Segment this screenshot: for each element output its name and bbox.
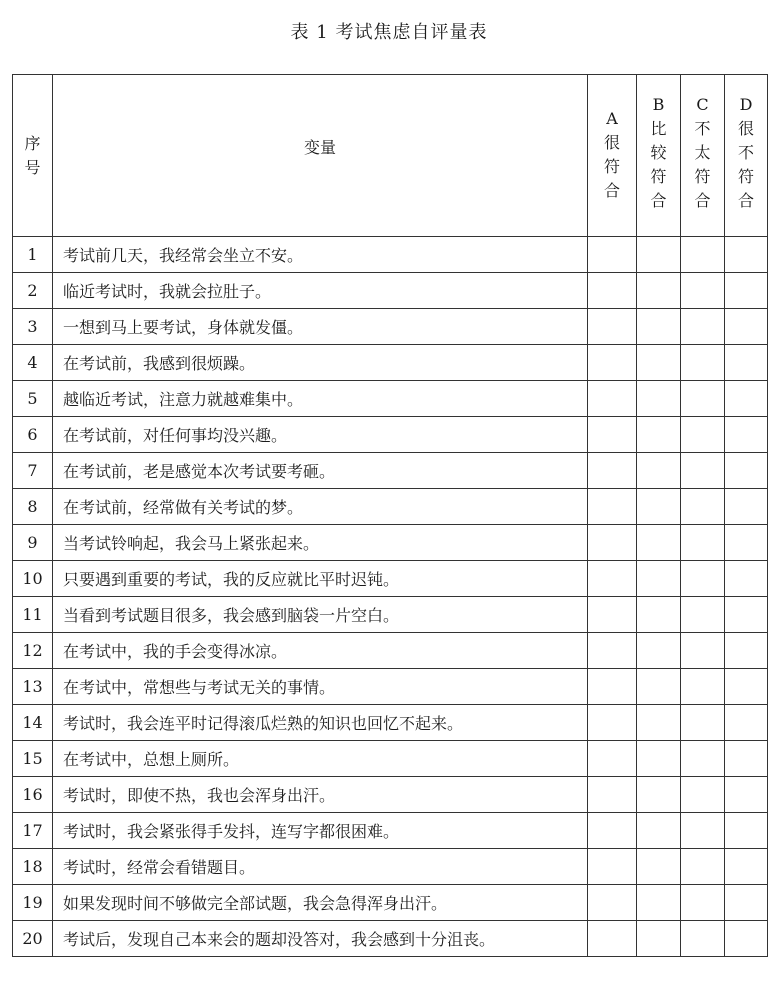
- answer-cell-c[interactable]: [681, 561, 725, 597]
- answer-cell-c[interactable]: [681, 489, 725, 525]
- answer-cell-a[interactable]: [588, 885, 637, 921]
- table-row: [13, 705, 768, 741]
- table-row: [13, 777, 768, 813]
- answer-cell-b[interactable]: [637, 849, 681, 885]
- row-statement: 考试时，即使不热，我也会浑身出汗。: [53, 777, 588, 813]
- answer-cell-a[interactable]: [588, 597, 637, 633]
- row-number: 5: [13, 381, 53, 417]
- answer-cell-a[interactable]: [588, 741, 637, 777]
- answer-cell-d[interactable]: [725, 741, 768, 777]
- answer-cell-a[interactable]: [588, 633, 637, 669]
- row-number: 4: [13, 345, 53, 381]
- row-statement: 在考试前，经常做有关考试的梦。: [53, 489, 588, 525]
- answer-cell-b[interactable]: [637, 273, 681, 309]
- row-number: 17: [13, 813, 53, 849]
- header-row: [13, 75, 768, 237]
- answer-cell-d[interactable]: [725, 921, 768, 957]
- answer-cell-b[interactable]: [637, 813, 681, 849]
- answer-cell-d[interactable]: [725, 525, 768, 561]
- anxiety-scale-table: [12, 74, 768, 957]
- row-statement: 当看到考试题目很多，我会感到脑袋一片空白。: [53, 597, 588, 633]
- table-row: [13, 633, 768, 669]
- header-option-c: C不太符合: [681, 75, 725, 237]
- answer-cell-c[interactable]: [681, 777, 725, 813]
- answer-cell-c[interactable]: [681, 309, 725, 345]
- table-row: [13, 741, 768, 777]
- row-statement: 临近考试时，我就会拉肚子。: [53, 273, 588, 309]
- table-row: [13, 561, 768, 597]
- answer-cell-d[interactable]: [725, 633, 768, 669]
- answer-cell-b[interactable]: [637, 525, 681, 561]
- row-statement: 如果发现时间不够做完全部试题，我会急得浑身出汗。: [53, 885, 588, 921]
- table-title: 表 1 考试焦虑自评量表: [290, 22, 488, 43]
- table-row: [13, 453, 768, 489]
- row-statement: 在考试中，常想些与考试无关的事情。: [53, 669, 588, 705]
- answer-cell-b[interactable]: [637, 777, 681, 813]
- answer-cell-a[interactable]: [588, 489, 637, 525]
- answer-cell-b[interactable]: [637, 741, 681, 777]
- answer-cell-a[interactable]: [588, 273, 637, 309]
- answer-cell-d[interactable]: [725, 345, 768, 381]
- row-number: 12: [13, 633, 53, 669]
- table-row: [13, 849, 768, 885]
- answer-cell-b[interactable]: [637, 669, 681, 705]
- table-row: [13, 669, 768, 705]
- header-option-a: A很符合: [588, 75, 637, 237]
- answer-cell-c[interactable]: [681, 273, 725, 309]
- answer-cell-d[interactable]: [725, 417, 768, 453]
- answer-cell-a[interactable]: [588, 705, 637, 741]
- answer-cell-a[interactable]: [588, 525, 637, 561]
- header-option-d: D很不符合: [725, 75, 768, 237]
- answer-cell-a[interactable]: [588, 561, 637, 597]
- answer-cell-d[interactable]: [725, 273, 768, 309]
- table-row: [13, 381, 768, 417]
- answer-cell-c[interactable]: [681, 849, 725, 885]
- answer-cell-d[interactable]: [725, 381, 768, 417]
- answer-cell-c[interactable]: [681, 597, 725, 633]
- answer-cell-c[interactable]: [681, 813, 725, 849]
- answer-cell-c[interactable]: [681, 525, 725, 561]
- row-number: 14: [13, 705, 53, 741]
- answer-cell-d[interactable]: [725, 453, 768, 489]
- answer-cell-b[interactable]: [637, 597, 681, 633]
- answer-cell-c[interactable]: [681, 345, 725, 381]
- answer-cell-d[interactable]: [725, 561, 768, 597]
- answer-cell-b[interactable]: [637, 489, 681, 525]
- answer-cell-c[interactable]: [681, 669, 725, 705]
- table-row: [13, 921, 768, 957]
- answer-cell-a[interactable]: [588, 849, 637, 885]
- row-number: 8: [13, 489, 53, 525]
- answer-cell-b[interactable]: [637, 237, 681, 273]
- answer-cell-d[interactable]: [725, 705, 768, 741]
- answer-cell-b[interactable]: [637, 309, 681, 345]
- row-statement: 考试前几天，我经常会坐立不安。: [53, 237, 588, 273]
- answer-cell-d[interactable]: [725, 813, 768, 849]
- answer-cell-a[interactable]: [588, 309, 637, 345]
- row-statement: 当考试铃响起，我会马上紧张起来。: [53, 525, 588, 561]
- row-statement: 在考试前，我感到很烦躁。: [53, 345, 588, 381]
- row-statement: 一想到马上要考试，身体就发僵。: [53, 309, 588, 345]
- row-number: 9: [13, 525, 53, 561]
- row-number: 15: [13, 741, 53, 777]
- answer-cell-d[interactable]: [725, 885, 768, 921]
- answer-cell-d[interactable]: [725, 597, 768, 633]
- header-option-b: B比较符合: [637, 75, 681, 237]
- answer-cell-a[interactable]: [588, 417, 637, 453]
- row-number: 1: [13, 237, 53, 273]
- answer-cell-a[interactable]: [588, 237, 637, 273]
- answer-cell-d[interactable]: [725, 777, 768, 813]
- table-row: [13, 525, 768, 561]
- table-body: [13, 237, 768, 957]
- answer-cell-a[interactable]: [588, 813, 637, 849]
- answer-cell-c[interactable]: [681, 453, 725, 489]
- row-statement: 在考试前，老是感觉本次考试要考砸。: [53, 453, 588, 489]
- answer-cell-a[interactable]: [588, 345, 637, 381]
- answer-cell-c[interactable]: [681, 885, 725, 921]
- row-number: 19: [13, 885, 53, 921]
- header-item: 变量: [53, 75, 588, 237]
- table-row: [13, 489, 768, 525]
- answer-cell-c[interactable]: [681, 417, 725, 453]
- answer-cell-b[interactable]: [637, 345, 681, 381]
- answer-cell-d[interactable]: [725, 309, 768, 345]
- answer-cell-c[interactable]: [681, 633, 725, 669]
- answer-cell-a[interactable]: [588, 921, 637, 957]
- answer-cell-d[interactable]: [725, 237, 768, 273]
- row-number: 3: [13, 309, 53, 345]
- answer-cell-d[interactable]: [725, 849, 768, 885]
- answer-cell-c[interactable]: [681, 705, 725, 741]
- row-statement: 在考试前，对任何事均没兴趣。: [53, 417, 588, 453]
- row-statement: 考试时，我会连平时记得滚瓜烂熟的知识也回忆不起来。: [53, 705, 588, 741]
- table-row: [13, 345, 768, 381]
- answer-cell-b[interactable]: [637, 705, 681, 741]
- row-statement: 只要遇到重要的考试，我的反应就比平时迟钝。: [53, 561, 588, 597]
- row-number: 11: [13, 597, 53, 633]
- answer-cell-a[interactable]: [588, 669, 637, 705]
- answer-cell-b[interactable]: [637, 561, 681, 597]
- table-row: [13, 309, 768, 345]
- answer-cell-a[interactable]: [588, 381, 637, 417]
- row-number: 20: [13, 921, 53, 957]
- row-number: 18: [13, 849, 53, 885]
- answer-cell-c[interactable]: [681, 741, 725, 777]
- table-row: [13, 597, 768, 633]
- table-row: [13, 813, 768, 849]
- header-no: 序号: [13, 75, 53, 237]
- row-statement: 越临近考试，注意力就越难集中。: [53, 381, 588, 417]
- row-statement: 考试时，我会紧张得手发抖，连写字都很困难。: [53, 813, 588, 849]
- answer-cell-c[interactable]: [681, 237, 725, 273]
- answer-cell-c[interactable]: [681, 921, 725, 957]
- row-statement: 在考试中，总想上厕所。: [53, 741, 588, 777]
- answer-cell-c[interactable]: [681, 381, 725, 417]
- table-row: [13, 237, 768, 273]
- answer-cell-b[interactable]: [637, 633, 681, 669]
- row-number: 7: [13, 453, 53, 489]
- answer-cell-d[interactable]: [725, 489, 768, 525]
- answer-cell-b[interactable]: [637, 921, 681, 957]
- answer-cell-d[interactable]: [725, 669, 768, 705]
- row-number: 6: [13, 417, 53, 453]
- answer-cell-a[interactable]: [588, 453, 637, 489]
- row-number: 10: [13, 561, 53, 597]
- table-row: [13, 417, 768, 453]
- answer-cell-b[interactable]: [637, 381, 681, 417]
- answer-cell-b[interactable]: [637, 885, 681, 921]
- answer-cell-b[interactable]: [637, 453, 681, 489]
- row-number: 2: [13, 273, 53, 309]
- row-number: 16: [13, 777, 53, 813]
- table-row: [13, 273, 768, 309]
- table-row: [13, 885, 768, 921]
- row-statement: 考试时，经常会看错题目。: [53, 849, 588, 885]
- row-statement: 在考试中，我的手会变得冰凉。: [53, 633, 588, 669]
- answer-cell-b[interactable]: [637, 417, 681, 453]
- row-number: 13: [13, 669, 53, 705]
- answer-cell-a[interactable]: [588, 777, 637, 813]
- row-statement: 考试后，发现自己本来会的题却没答对，我会感到十分沮丧。: [53, 921, 588, 957]
